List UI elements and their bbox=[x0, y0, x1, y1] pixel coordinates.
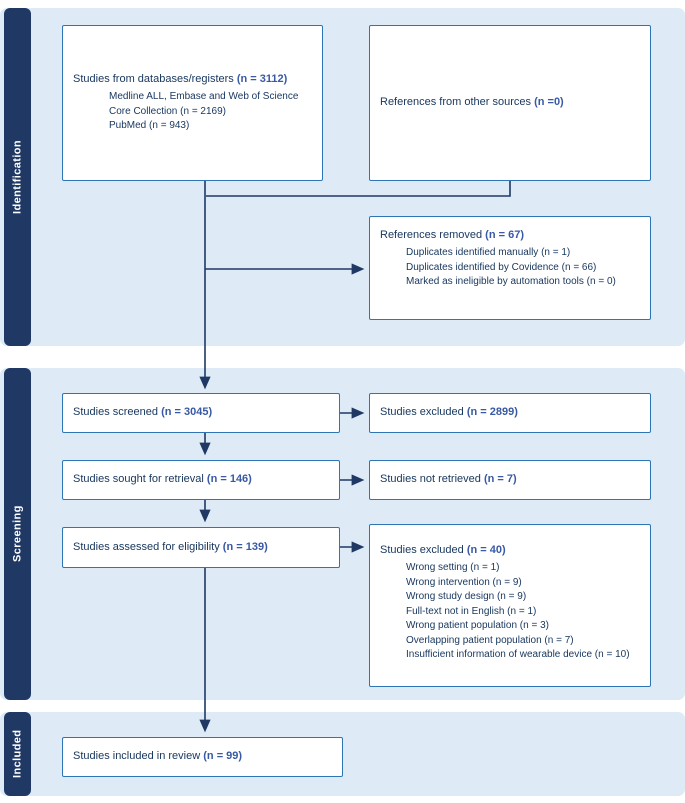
box-title-label: Studies included in review bbox=[73, 750, 204, 763]
box-title-label: References from other sources bbox=[380, 96, 535, 109]
box-title bbox=[73, 540, 268, 555]
box-references-removed bbox=[369, 216, 651, 320]
detail-item: PubMed (n = 943) bbox=[109, 120, 190, 132]
box-count: (n = 139) bbox=[222, 540, 268, 553]
detail-item: Duplicates identified by Covidence (n = 66) bbox=[406, 261, 597, 273]
box-title-label: Studies from databases/registers bbox=[73, 73, 237, 86]
box-title-label: Studies screened bbox=[73, 406, 162, 419]
box-title bbox=[380, 95, 564, 110]
box-title bbox=[380, 228, 640, 243]
box-studies-not-retrieved bbox=[369, 460, 651, 500]
box-count: (n = 3045) bbox=[161, 406, 213, 419]
detail-item: Overlapping patient population (n = 7) bbox=[406, 634, 574, 646]
box-title bbox=[73, 405, 212, 420]
box-detail-list bbox=[406, 246, 640, 290]
box-count: (n =0) bbox=[534, 96, 564, 109]
box-count: (n = 146) bbox=[206, 473, 252, 486]
box-studies-from-databases bbox=[62, 25, 323, 181]
box-studies-excluded-screening bbox=[369, 393, 651, 433]
box-title bbox=[73, 72, 312, 87]
box-count: (n = 7) bbox=[483, 473, 517, 486]
detail-item: Insufficient information of wearable device (n = 10) bbox=[406, 649, 630, 661]
box-title bbox=[73, 749, 242, 764]
box-detail-list bbox=[109, 90, 312, 134]
box-title bbox=[380, 405, 518, 420]
box-studies-sought-retrieval bbox=[62, 460, 340, 500]
box-title-label: Studies sought for retrieval bbox=[73, 473, 207, 486]
box-count: (n = 40) bbox=[466, 544, 506, 556]
section-label-screening: Screening bbox=[4, 368, 31, 700]
detail-item: Medline ALL, Embase and Web of Science Core Collection (n = 2169) bbox=[109, 91, 299, 117]
box-title-label: Studies excluded bbox=[380, 406, 467, 419]
box-title bbox=[73, 472, 252, 487]
section-label-identification: Identification bbox=[4, 8, 31, 346]
box-studies-excluded-eligibility bbox=[369, 524, 651, 687]
detail-item: Wrong patient population (n = 3) bbox=[406, 620, 549, 632]
box-count: (n = 2899) bbox=[466, 406, 518, 419]
detail-item: Wrong study design (n = 9) bbox=[406, 591, 527, 603]
box-detail-list bbox=[406, 561, 640, 663]
detail-item: Full-text not in English (n = 1) bbox=[406, 605, 537, 617]
box-references-other-sources bbox=[369, 25, 651, 181]
box-count: (n = 3112) bbox=[236, 73, 288, 86]
detail-item: Wrong setting (n = 1) bbox=[406, 562, 500, 574]
box-title-label: Studies excluded bbox=[380, 544, 467, 556]
box-studies-included-review bbox=[62, 737, 343, 777]
box-count: (n = 99) bbox=[203, 750, 243, 763]
section-label-included: Included bbox=[4, 712, 31, 796]
box-title-label: Studies assessed for eligibility bbox=[73, 540, 223, 553]
detail-item: Wrong intervention (n = 9) bbox=[406, 576, 522, 588]
box-studies-screened bbox=[62, 393, 340, 433]
box-title-label: References removed bbox=[380, 229, 486, 241]
box-studies-assessed-eligibility bbox=[62, 527, 340, 568]
box-title-label: Studies not retrieved bbox=[380, 473, 484, 486]
detail-item: Duplicates identified manually (n = 1) bbox=[406, 247, 571, 259]
box-title bbox=[380, 472, 517, 487]
box-title bbox=[380, 543, 640, 558]
detail-item: Marked as ineligible by automation tools (n = 0) bbox=[406, 276, 616, 288]
box-count: (n = 67) bbox=[485, 229, 524, 241]
